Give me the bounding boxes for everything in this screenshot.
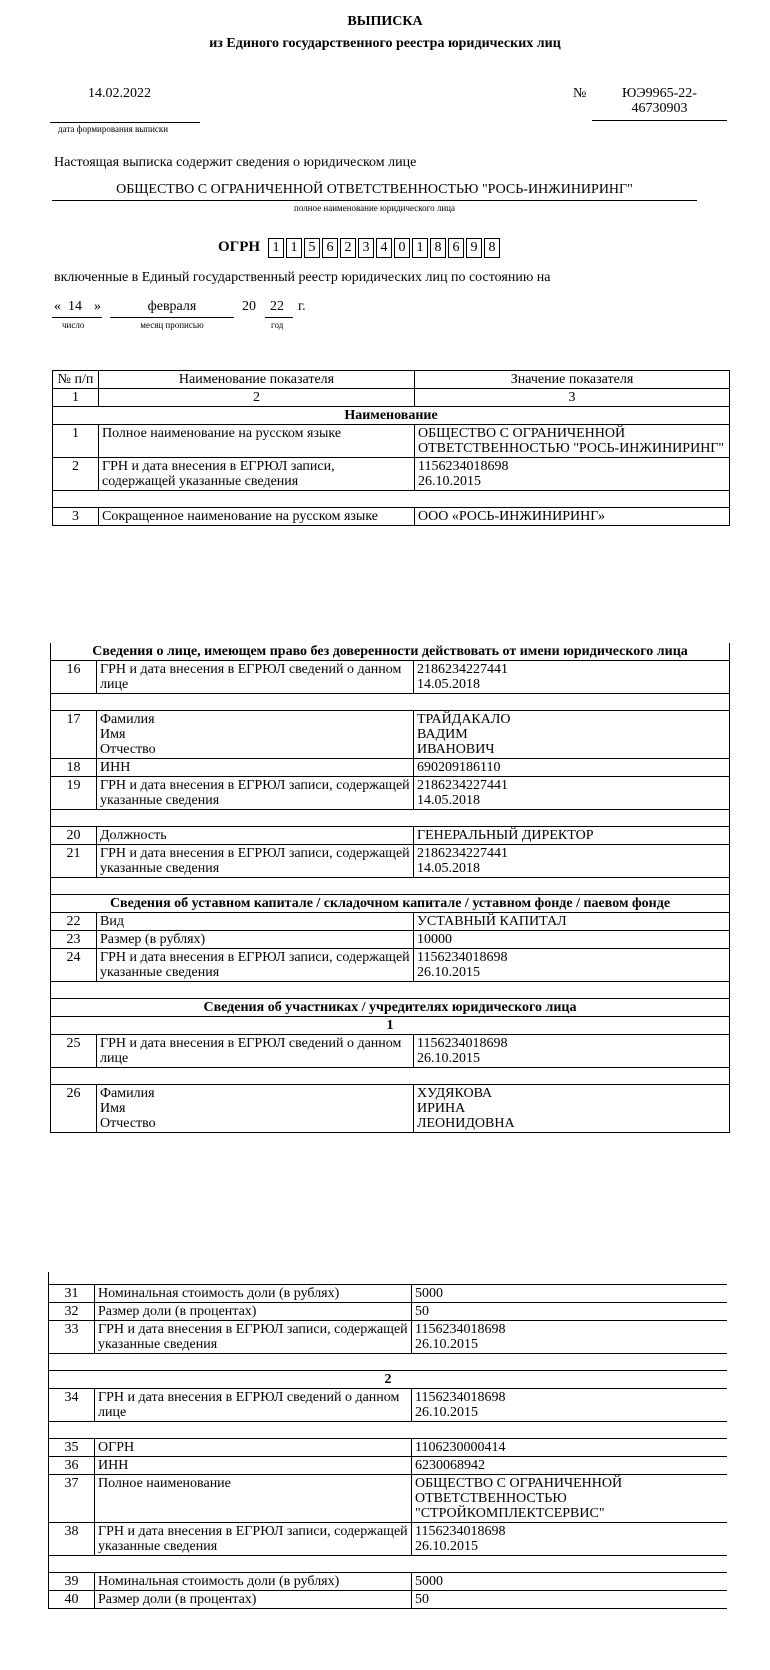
naming-table [52,370,730,526]
row-number: 39 [49,1573,95,1591]
row-number: 17 [51,711,97,759]
row-number: 36 [49,1457,95,1475]
section-row [51,895,730,913]
company-name-caption: полное наименование юридического лица [294,203,455,213]
row-number: 19 [51,777,97,810]
section-charter-capital: Сведения об уставном капитале / складочном капитале / уставном фонде / паевом фонде [51,895,730,913]
number-underline [592,120,727,121]
row-number: 40 [49,1591,95,1609]
row-value: УСТАВНЫЙ КАПИТАЛ [414,913,730,931]
spacer-cell [49,1272,728,1285]
col-header-number: № п/п [53,371,99,389]
ogrn-digit-box: 5 [304,238,320,258]
spacer-row [53,491,730,508]
founders-continuation-table [48,1272,727,1609]
spacer-row [51,694,730,711]
row-label: Полное наименование на русском языке [99,425,415,458]
row-value: 50 [412,1591,728,1609]
table-row [49,1475,728,1523]
row-value: ГЕНЕРАЛЬНЫЙ ДИРЕКТОР [414,827,730,845]
row-value: 5000 [412,1573,728,1591]
col-header-indicator: Наименование показателя [99,371,415,389]
col-number-3: 3 [415,389,730,407]
ogrn-digit-boxes [268,238,502,258]
row-number: 23 [51,931,97,949]
table-row [49,1439,728,1457]
extract-date: 14.02.2022 [88,86,151,101]
month-underline [110,317,234,318]
ogrn-digit-box: 6 [448,238,464,258]
table-row [49,1389,728,1422]
spacer-row [51,982,730,999]
table-row [51,777,730,810]
founders-continuation-clip [48,1272,727,1670]
row-number: 20 [51,827,97,845]
row-label: ИНН [97,759,414,777]
ogrn-digit-box: 2 [340,238,356,258]
ogrn-digit-box: 6 [322,238,338,258]
person-capital-founders-table [50,643,730,1133]
row-value: 690209186110 [414,759,730,777]
year-underline [265,317,293,318]
row-number: 21 [51,845,97,878]
ogrn-digit-box: 8 [430,238,446,258]
row-label: Номинальная стоимость доли (в рублях) [95,1285,412,1303]
company-full-name: ОБЩЕСТВО С ОГРАНИЧЕННОЙ ОТВЕТСТВЕННОСТЬЮ "РОСЬ-ИНЖИНИРИНГ" [116,182,633,197]
table-row [49,1523,728,1556]
row-number: 22 [51,913,97,931]
spacer-row [51,810,730,827]
extract-number-line1: ЮЭ9965-22- [622,86,697,101]
col-header-value: Значение показателя [415,371,730,389]
row-number: 16 [51,661,97,694]
section-row [49,1371,728,1389]
section-row [51,643,730,661]
table-column-numbers-row [53,389,730,407]
row-label: Фамилия Имя Отчество [97,711,414,759]
row-label: Фамилия Имя Отчество [97,1085,414,1133]
ogrn-digit-box: 1 [268,238,284,258]
row-value: 50 [412,1303,728,1321]
year-caption: год [271,320,284,330]
row-value: 1156234018698 26.10.2015 [412,1389,728,1422]
founder-number-2: 2 [49,1371,728,1389]
col-number-1: 1 [53,389,99,407]
intro-text: Настоящая выписка содержит сведения о юридическом лице [54,155,417,170]
row-value: 1156234018698 26.10.2015 [414,1035,730,1068]
row-label: ГРН и дата внесения в ЕГРЮЛ записи, содержащей указанные сведения [97,949,414,982]
ogrn-digit-box: 1 [412,238,428,258]
row-number: 2 [53,458,99,491]
table-row [49,1285,728,1303]
spacer-row [49,1556,728,1573]
row-value: 2186234227441 14.05.2018 [414,845,730,878]
row-label: Вид [97,913,414,931]
extract-number-line2: 46730903 [631,101,688,116]
row-label: Размер (в рублях) [97,931,414,949]
table-row [53,508,730,526]
row-number: 31 [49,1285,95,1303]
included-text: включенные в Единый государственный реестр юридических лиц по состоянию на [54,270,551,285]
row-number: 18 [51,759,97,777]
row-value: 1156234018698 26.10.2015 [414,949,730,982]
spacer-cell [51,982,730,999]
spacer-row [51,1068,730,1085]
table-row [49,1303,728,1321]
document-subtitle: из Единого государственного реестра юридических лиц [209,36,561,51]
row-label: Сокращенное наименование на русском языке [99,508,415,526]
number-sign: № [573,86,587,101]
section-row [53,407,730,425]
section-row [51,999,730,1017]
spacer-row [49,1272,728,1285]
row-number: 24 [51,949,97,982]
table-row [51,759,730,777]
row-value: ТРАЙДАКАЛО ВАДИМ ИВАНОВИЧ [414,711,730,759]
col-number-2: 2 [99,389,415,407]
row-number: 37 [49,1475,95,1523]
spacer-cell [51,1068,730,1085]
ogrn-digit-box: 1 [286,238,302,258]
row-value: 5000 [412,1285,728,1303]
row-number: 3 [53,508,99,526]
spacer-row [49,1354,728,1371]
ogrn-label: ОГРН [218,239,261,255]
month-caption: месяц прописью [140,320,204,330]
founder-number-1: 1 [51,1017,730,1035]
table-row [51,931,730,949]
row-number: 34 [49,1389,95,1422]
document-title: ВЫПИСКА [347,14,423,29]
row-value: ОБЩЕСТВО С ОГРАНИЧЕННОЙ ОТВЕТСТВЕННОСТЬЮ "СТРОЙКОМПЛЕКТСЕРВИС" [412,1475,728,1523]
year-unit: г. [298,299,306,314]
spacer-cell [49,1556,728,1573]
row-label: ГРН и дата внесения в ЕГРЮЛ записи, содержащей указанные сведения [95,1321,412,1354]
date-month: февраля [147,299,197,314]
table-row [51,1035,730,1068]
row-number: 26 [51,1085,97,1133]
ogrn-digit-box: 9 [466,238,482,258]
section-founders: Сведения об участниках / учредителях юридического лица [51,999,730,1017]
table-row [49,1457,728,1475]
spacer-cell [51,694,730,711]
row-value: 6230068942 [412,1457,728,1475]
row-label: Номинальная стоимость доли (в рублях) [95,1573,412,1591]
section-naming: Наименование [53,407,730,425]
ogrn-digit-box: 4 [376,238,392,258]
row-number: 1 [53,425,99,458]
table-row [51,949,730,982]
date-quote-close: » [94,299,101,314]
row-label: ГРН и дата внесения в ЕГРЮЛ сведений о данном лице [97,661,414,694]
year-suffix: 22 [270,299,284,314]
row-label: Полное наименование [95,1475,412,1523]
row-value: 1156234018698 26.10.2015 [412,1523,728,1556]
row-label: ГРН и дата внесения в ЕГРЮЛ записи, содержащей указанные сведения [97,845,414,878]
row-label: ОГРН [95,1439,412,1457]
row-label: ГРН и дата внесения в ЕГРЮЛ записи, содержащей указанные сведения [97,777,414,810]
day-underline [52,317,102,318]
row-label: ИНН [95,1457,412,1475]
year-prefix: 20 [242,299,256,314]
table-row [49,1591,728,1609]
ogrn-digit-box: 3 [358,238,374,258]
row-label: ГРН и дата внесения в ЕГРЮЛ записи, содержащей указанные сведения [99,458,415,491]
section-row [51,1017,730,1035]
table-row [53,458,730,491]
row-label: ГРН и дата внесения в ЕГРЮЛ сведений о данном лице [97,1035,414,1068]
spacer-cell [53,491,730,508]
row-value: 1106230000414 [412,1439,728,1457]
row-value: 10000 [414,931,730,949]
table-row [51,827,730,845]
row-value: ХУДЯКОВА ИРИНА ЛЕОНИДОВНА [414,1085,730,1133]
table-row [51,711,730,759]
spacer-cell [51,810,730,827]
row-value: 1156234018698 26.10.2015 [415,458,730,491]
table-row [53,425,730,458]
row-value: 2186234227441 14.05.2018 [414,777,730,810]
company-name-underline [52,200,697,201]
table-row [51,661,730,694]
row-value: ООО «РОСЬ-ИНЖИНИРИНГ» [415,508,730,526]
table-row [49,1573,728,1591]
spacer-cell [49,1422,728,1439]
row-number: 35 [49,1439,95,1457]
row-label: Должность [97,827,414,845]
table-header-row [53,371,730,389]
row-value: 1156234018698 26.10.2015 [412,1321,728,1354]
table-row [51,1085,730,1133]
date-day: 14 [68,299,82,314]
ogrn-digit-box: 8 [484,238,500,258]
row-value: ОБЩЕСТВО С ОГРАНИЧЕННОЙ ОТВЕТСТВЕННОСТЬЮ "РОСЬ-ИНЖИНИРИНГ" [415,425,730,458]
extract-number [592,86,727,116]
row-number: 25 [51,1035,97,1068]
row-label: Размер доли (в процентах) [95,1303,412,1321]
row-value: 2186234227441 14.05.2018 [414,661,730,694]
row-label: ГРН и дата внесения в ЕГРЮЛ записи, содержащей указанные сведения [95,1523,412,1556]
date-caption: дата формирования выписки [58,124,169,134]
date-underline [50,122,200,123]
date-quote-open: « [54,299,61,314]
ogrn-digit-box: 0 [394,238,410,258]
table-row [51,913,730,931]
table-row [51,845,730,878]
spacer-row [49,1422,728,1439]
row-number: 38 [49,1523,95,1556]
row-number: 32 [49,1303,95,1321]
spacer-cell [49,1354,728,1371]
spacer-cell [51,878,730,895]
spacer-row [51,878,730,895]
row-label: ГРН и дата внесения в ЕГРЮЛ сведений о данном лице [95,1389,412,1422]
row-number: 33 [49,1321,95,1354]
section-authorized-person: Сведения о лице, имеющем право без доверенности действовать от имени юридического лица [51,643,730,661]
row-label: Размер доли (в процентах) [95,1591,412,1609]
day-caption: число [62,320,85,330]
table-row [49,1321,728,1354]
